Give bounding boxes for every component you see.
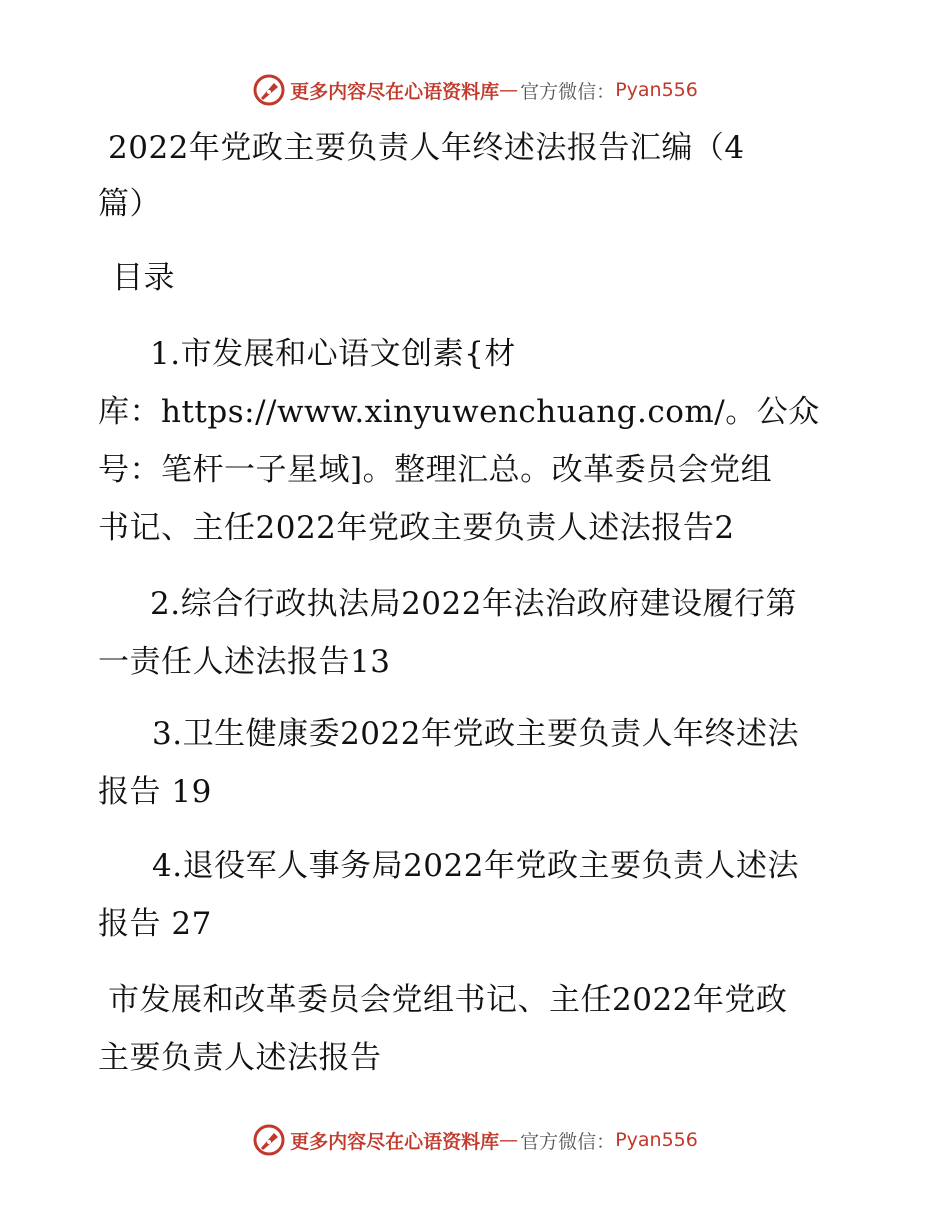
toc-item-2-line-1: 2.综合行政执法局2022年法治政府建设履行第	[150, 586, 797, 622]
toc-item-4-line-1: 4.退役军人事务局2022年党政主要负责人述法	[152, 848, 799, 884]
toc-item-4-line-2: 报告 27	[98, 906, 212, 942]
toc-item-1-line-2: 库：https://www.xinyuwenchuang.com/。公众	[98, 394, 820, 430]
toc-item-1-line-4: 书记、主任2022年党政主要负责人述法报告2	[98, 510, 735, 546]
watermark-dash: —	[499, 79, 519, 101]
watermark-text: 更多内容尽在心语资料库	[290, 1130, 500, 1153]
toc-item-1-line-3: 号：笔杆一子星域]。整理汇总。改革委员会党组	[98, 452, 773, 488]
section-title-line-1: 市发展和改革委员会党组书记、主任2022年党政	[108, 982, 788, 1018]
section-title-line-2: 主要负责人述法报告	[98, 1040, 382, 1076]
watermark-wechat-label: 官方微信：	[520, 1130, 616, 1153]
watermark-wechat-id: Pyan556	[615, 1129, 698, 1151]
watermark-dash: —	[499, 1129, 519, 1151]
document-title-line-1: 2022年党政主要负责人年终述法报告汇编（4	[108, 130, 745, 166]
header-watermark	[0, 70, 950, 110]
toc-item-1-line-1: 1.市发展和心语文创素{材	[150, 336, 516, 372]
watermark-wechat-id: Pyan556	[615, 79, 698, 101]
toc-item-2-line-2: 一责任人述法报告13	[98, 644, 391, 680]
footer-watermark	[0, 1120, 950, 1160]
toc-item-3-line-2: 报告 19	[98, 774, 212, 810]
pen-nib-logo-icon	[252, 1123, 286, 1157]
toc-item-3-line-1: 3.卫生健康委2022年党政主要负责人年终述法	[152, 716, 799, 752]
watermark-text: 更多内容尽在心语资料库	[290, 80, 500, 103]
watermark-wechat-label: 官方微信：	[520, 80, 616, 103]
pen-nib-logo-icon	[252, 73, 286, 107]
toc-heading: 目录	[112, 260, 175, 296]
document-title-line-2: 篇）	[98, 186, 161, 222]
